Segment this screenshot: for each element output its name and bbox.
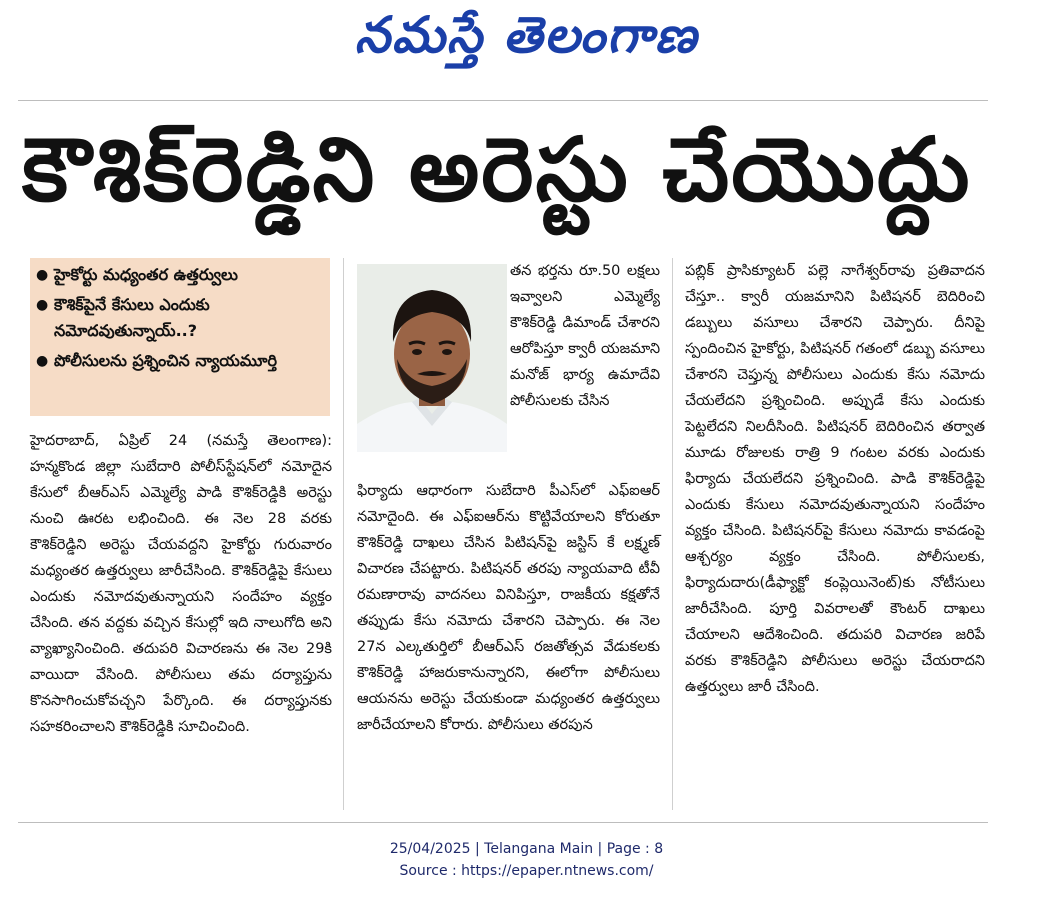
highlight-item [30,344,330,374]
highlights-box [30,258,330,416]
highlight-item [30,288,330,344]
page-footer [0,838,1053,882]
column-divider [672,258,673,810]
highlight-text: కౌశిక్‌పైనే కేసులు ఎందుకు నమోదవుతున్నాయ్..? [54,295,210,340]
highlight-item [30,258,330,288]
column-divider [343,258,344,810]
masthead [0,0,1053,78]
article-column-2 [357,478,660,738]
portrait-illustration [357,264,507,452]
bullet-icon: ● [36,297,49,313]
article-paragraph: ఫిర్యాదు ఆధారంగా సుబేదారి పీఎస్‌లో ఎఫ్‌ఐఆర్ నమోదైంది. ఈ ఎఫ్‌ఐఆర్‌ను కొట్టివేయాలని కోరుతూ కౌశిక్‌రెడ్డి దాఖలు చేసిన పిటిషన్‌పై జస్టిస్ కే లక్ష్మణ్ విచారణ చేపట్టారు. పిటిషనర్ తరపు న్యాయవాది టీవీ రమణారావు వాదనలు వినిపిస్తూ, రాజకీయ కక్షతోనే తప్పుడు కేసు నమోదు చేశారని చెప్పారు. ఈ నెల 27న ఎల్కతుర్తిలో బీఆర్‌ఎస్ రజతోత్సవ వేడుకలకు కౌశిక్‌రెడ్డి హాజరుకానున్నారని, ఈలోగా పోలీసులు ఆయనను అరెస్టు చేయకుండా మధ్యంతర ఉత్తర్వులు జారీచేయాలని కోరారు. పోలీసులు తరపున [357,483,660,733]
edition-info: 25/04/2025 | Telangana Main | Page : 8 [389,841,664,857]
highlight-text: పోలీసులను ప్రశ్నించిన న్యాయమూర్తి [54,351,277,370]
article-headline: కౌశిక్‌రెడ్డిని అరెస్టు చేయొద్దు [22,118,972,221]
article-column-2-top [510,258,660,414]
bullet-icon: ● [36,267,49,283]
article-paragraph: హైదరాబాద్, ఏప్రిల్ 24 (నమస్తే తెలంగాణ): హన్మకొండ జిల్లా సుబేదారి పోలీస్‌స్టేషన్‌లో నమోదైన కేసులో బీఆర్‌ఎస్ ఎమ్మెల్యే పాడి కౌశిక్‌రెడ్డికి అరెస్టు నుంచి ఊరట లభించింది. ఈ నెల 28 వరకు కౌశిక్‌రెడ్డిని అరెస్టు చేయవద్దని హైకోర్టు గురువారం మధ్యంతర ఉత్తర్వులు జారీచేసింది. కౌశిక్‌రెడ్డిపై కేసులు ఎందుకు నమోదవుతున్నాయని సందేహం వ్యక్తం చేసింది. తన వద్దకు వచ్చిన కేసుల్లో ఇది నాలుగోది అని వ్యాఖ్యానించింది. తదుపరి విచారణను ఈ నెల 29కి వాయిదా వేసింది. పోలీసులు తమ దర్యాప్తును కొనసాగించుకోవచ్చని పేర్కొంది. ఈ దర్యాప్తునకు సహకరించాలని కౌశిక్‌రెడ్డికి సూచించింది. [30,433,332,735]
newspaper-logo: నమస్తే తెలంగాణ [354,6,699,64]
highlight-text: హైకోర్టు మధ్యంతర ఉత్తర్వులు [54,265,238,284]
person-photo [357,264,507,452]
article-paragraph: పబ్లిక్ ప్రాసిక్యూటర్ పల్లె నాగేశ్వర్‌రావు ప్రతివాదన చేస్తూ.. క్వారీ యజమానిని పిటిషనర్ బెదిరించి డబ్బులు వసూలు చేశారని చెప్పారు. దీనిపై స్పందించిన హైకోర్టు, పిటిషనర్ గతంలో డబ్బు వసూలు చేశారని చెప్తున్న పోలీసులు ఎందుకు కేసు నమోదు చేయలేదని ప్రశ్నించింది. అప్పుడే కేసు ఎందుకు పెట్టలేదని నిలదీసింది. పిటిషనర్ బెదిరించిన తర్వాత మూడు రోజులకు రాత్రి 9 గంటల వరకు ఎందుకు ఫిర్యాదు చేయలేదని ప్రశ్నించింది. పాడి కౌశిక్‌రెడ్డిపై ఎందుకు కేసులు నమోదవుతున్నాయని సందేహం వ్యక్తం చేసింది. పిటిషనర్‌పై కేసులు నమోదు కావడంపై ఆశ్చర్యం వ్యక్తం చేసింది. పోలీసులకు, ఫిర్యాదుదారు(డీఫ్యాక్టో కంప్లెయినెంట్)కు నోటీసులు జారీచేసింది. పూర్తి వివరాలతో కౌంటర్ దాఖలు చేయాలని ఆదేశించింది. తదుపరి విచారణ జరిపే వరకు కౌశిక్‌రెడ్డిని పోలీసులు అరెస్టు చేయరాదని ఉత్తర్వులు జారీ చేసింది. [685,263,985,695]
article-column-1 [30,428,332,740]
source-link[interactable]: Source : https://epaper.ntnews.com/ [399,863,654,879]
masthead-divider [18,100,988,101]
bullet-icon: ● [36,353,49,369]
footer-divider [18,822,988,823]
article-column-3 [685,258,985,700]
article-paragraph: తన భర్తను రూ.50 లక్షలు ఇవ్వాలని ఎమ్మెల్యే కౌశిక్‌రెడ్డి డిమాండ్ చేశారని ఆరోపిస్తూ క్వారీ యజమాని మనోజ్ భార్య ఉమాదేవి పోలీసులకు చేసిన [510,263,660,409]
